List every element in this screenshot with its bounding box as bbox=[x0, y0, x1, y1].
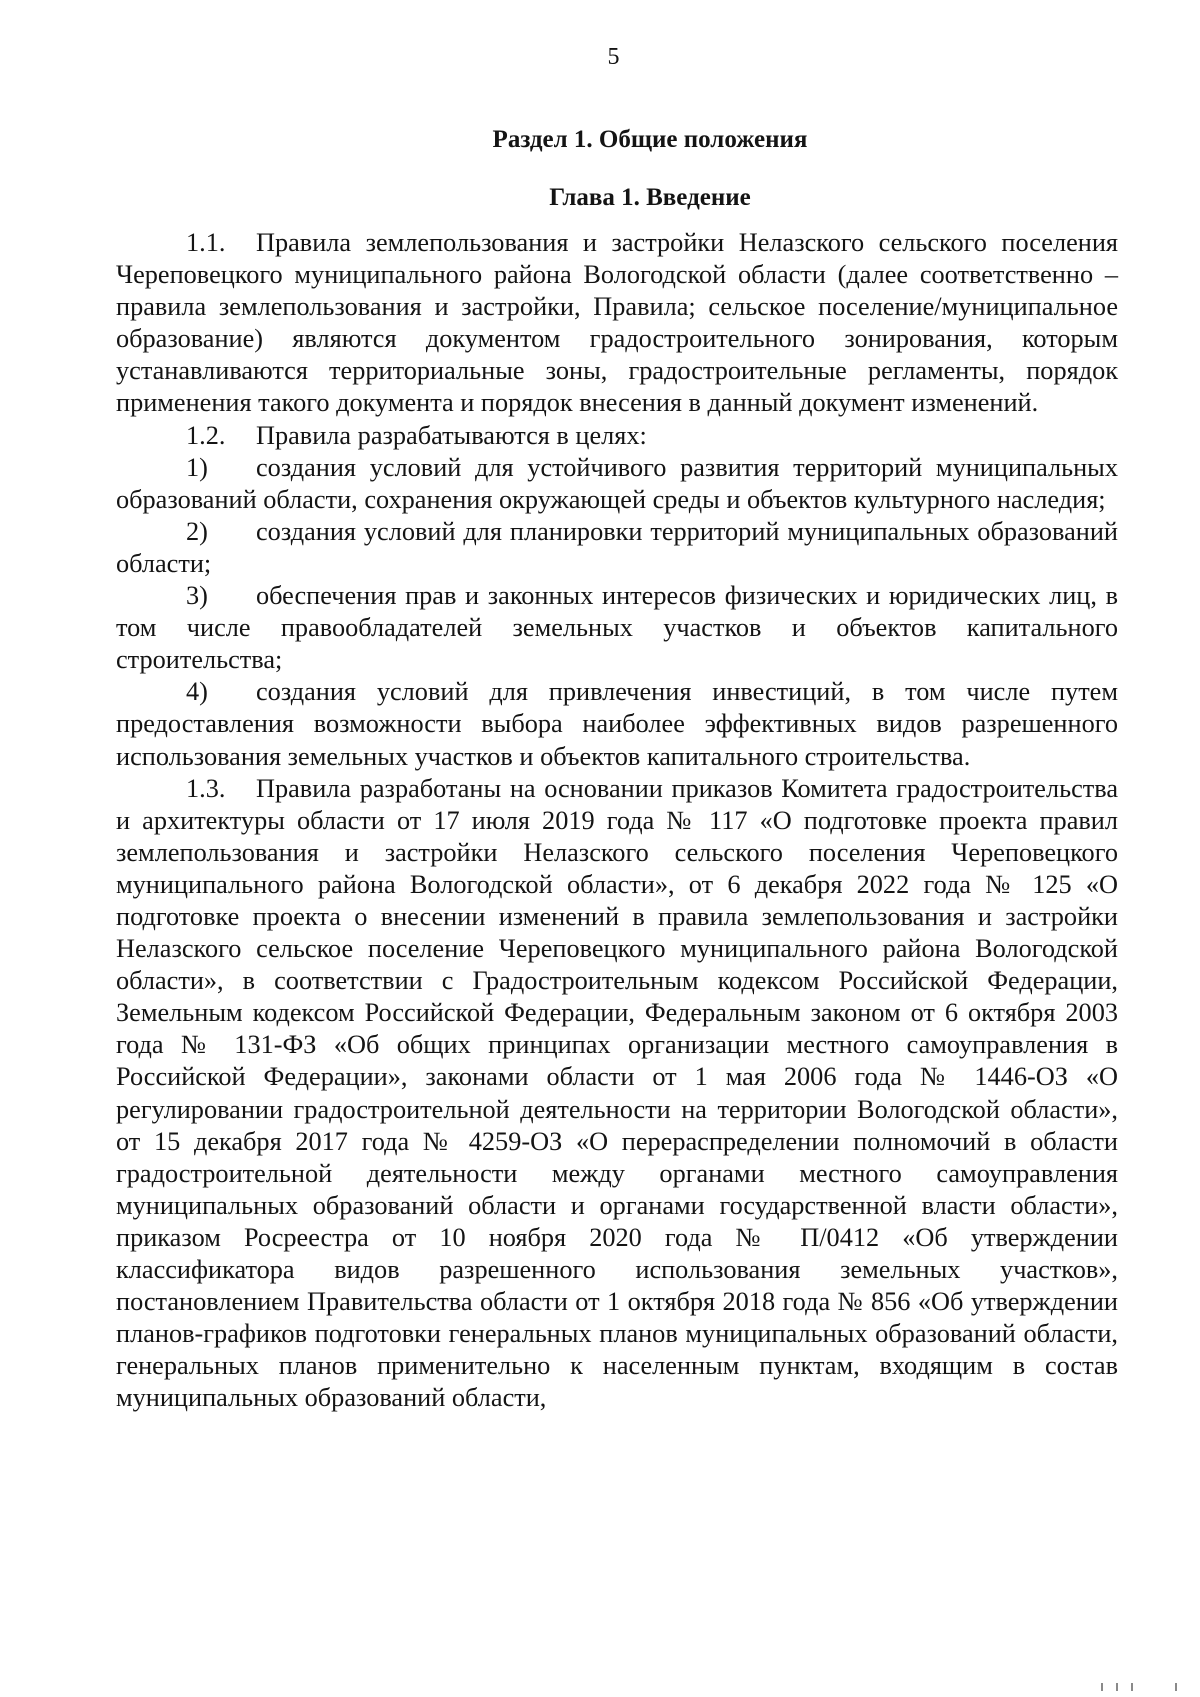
paragraph-1-2 bbox=[116, 420, 1118, 452]
list-item-text: создания условий для привлечения инвестиций, в том числе путем предоставления возможности выбора наиболее эффективных видов разрешенного использования земельных участков и объектов капитального строительства. bbox=[116, 677, 1118, 771]
list-item-text: создания условий для планировки территорий муниципальных образований области; bbox=[116, 516, 1118, 578]
paragraph-text: Правила разрабатываются в целях: bbox=[256, 420, 647, 450]
paragraph-text: Правила разработаны на основании приказов Комитета градостроительства и архитектуры области от 17 июля 2019 года № 117 «О подготовке проекта правил землепользования и застройки Нелазского сельского поселения Череповецкого муниципального района Вологодской области», от 6 декабря 2022 года № 125 «О подготовке проекта о внесении изменений в правила землепользования и застройки Нелазского сельское поселение Череповецкого муниципального района Вологодской области», в соответствии с Градостроительным кодексом Российской Федерации, Земельным кодексом Российской Федерации, Федеральным законом от 6 октября 2003 года № 131-ФЗ «Об общих принципах организации местного самоуправления в Российской Федерации», законами области от 1 мая 2006 года № 1446-ОЗ «О регулировании градостроительной деятельности на территории Вологодской области», от 15 декабря 2017 года № 4259-ОЗ «О перераспределении полномочий в области градостроительной деятельности между органами местного самоуправления муниципальных образований области и органами государственной власти области», приказом Росреестра от 10 ноября 2020 года № П/0412 «Об утверждении классификатора видов разрешенного использования земельных участков», постановлением Правительства области от 1 октября 2018 года № 856 «Об утверждении планов-графиков подготовки генеральных планов муниципальных образований области, генеральных планов применительно к населенным пунктам, входящим в состав муниципальных образований области, bbox=[116, 773, 1118, 1413]
list-item-text: обеспечения прав и законных интересов физических и юридических лиц, в том числе правообладателей земельных участков и объектов капитального строительства; bbox=[116, 581, 1118, 675]
list-item-number: 1) bbox=[186, 452, 208, 482]
paragraph-number: 1.1. bbox=[186, 228, 226, 257]
section-title: Раздел 1. Общие положения bbox=[492, 126, 808, 153]
paragraph-number: 1.2. bbox=[186, 420, 226, 450]
paragraph-number: 1.3. bbox=[186, 773, 226, 803]
list-item-2 bbox=[116, 516, 1118, 580]
list-item-4 bbox=[116, 676, 1118, 772]
list-item-number: 4) bbox=[186, 677, 208, 707]
paragraph-1-3 bbox=[116, 773, 1118, 1415]
scan-artifact bbox=[1116, 1683, 1118, 1691]
scan-artifact bbox=[1175, 1683, 1177, 1691]
scan-artifact bbox=[1101, 1683, 1103, 1691]
list-item-number: 3) bbox=[186, 581, 208, 611]
list-item-3 bbox=[116, 580, 1118, 676]
page-number: 5 bbox=[607, 44, 620, 70]
list-item-1 bbox=[116, 452, 1118, 516]
scan-artifact bbox=[1131, 1683, 1133, 1691]
list-item-text: создания условий для устойчивого развития территорий муниципальных образований области, сохранения окружающей среды и объектов культурного наследия; bbox=[116, 452, 1118, 514]
paragraph-text: Правила землепользования и застройки Нелазского сельского поселения Череповецкого муниципального района Вологодской области (далее соответственно – правила землепользования и застройки, Правила; сельское поселение/муниципальное образование) являются документом градостроительного зонирования, которым устанавливаются территориальные зоны, градостроительные регламенты, порядок применения такого документа и порядок внесения в данный документ изменений. bbox=[116, 228, 1118, 418]
paragraph-1-1 bbox=[116, 227, 1118, 420]
body-text bbox=[116, 227, 1118, 1414]
list-item-number: 2) bbox=[186, 516, 208, 546]
chapter-title: Глава 1. Введение bbox=[549, 184, 751, 211]
